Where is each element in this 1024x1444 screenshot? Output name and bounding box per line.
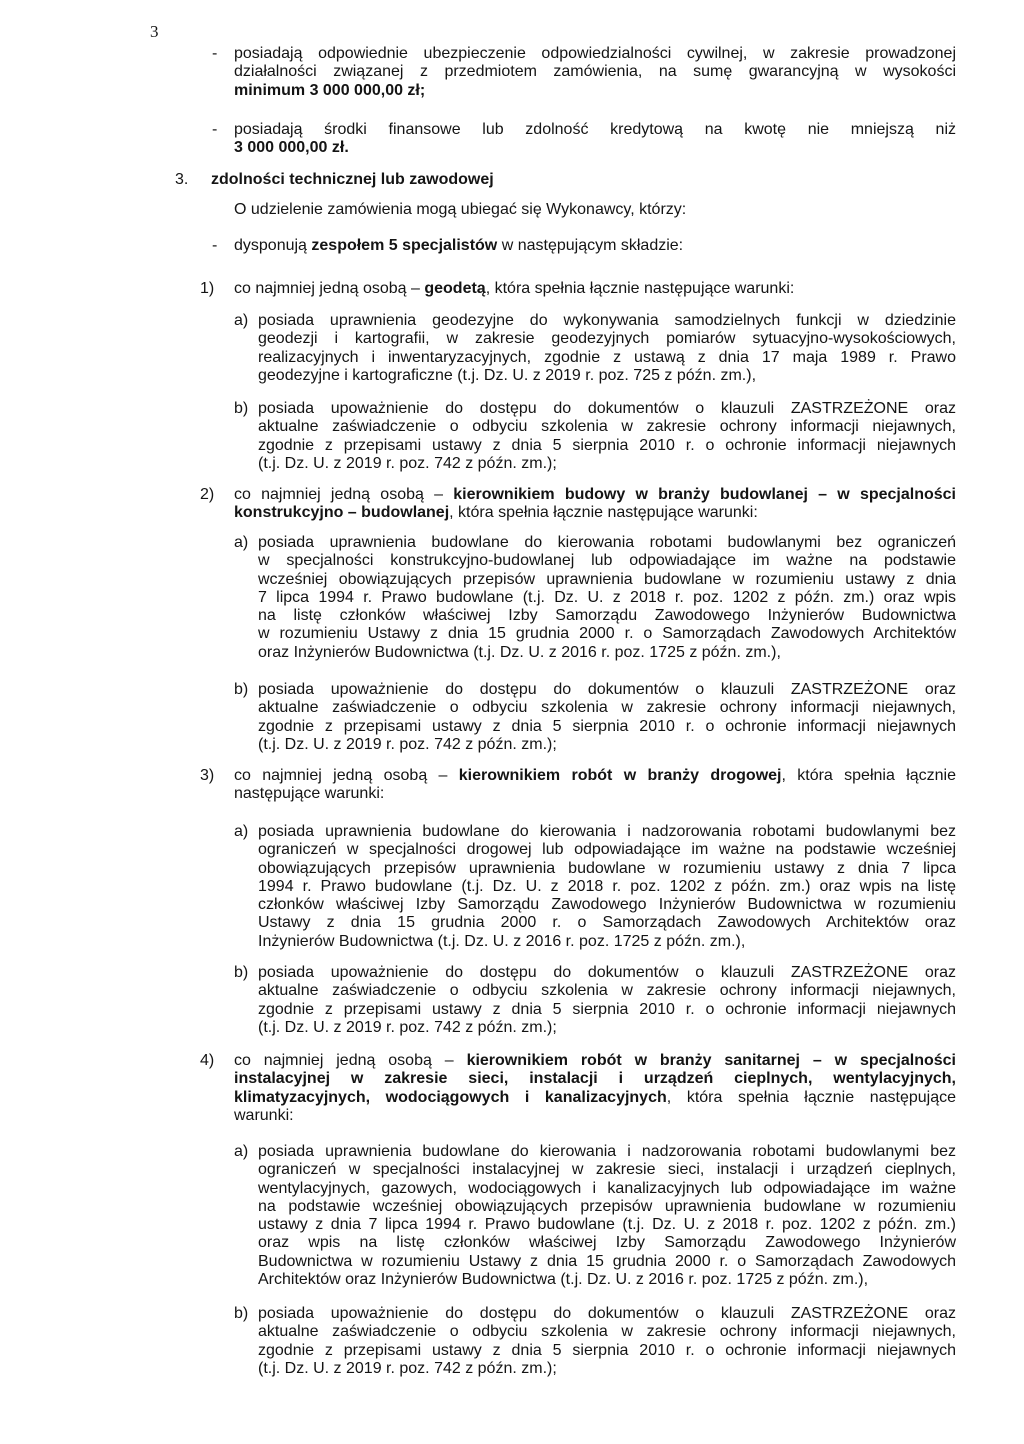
item-4-condition-a [258,1143,956,1289]
team-pre: dysponują [234,237,312,254]
item-1-bold: geodetą [424,280,486,297]
item-1-condition-b [258,400,956,473]
team-line [234,237,683,255]
item-4-bold: kierownikiem robót w branży sanitarnej – w specjalności [466,1052,957,1069]
text-line: geodezyjne i kartograficzne (t.j. Dz. U. z 2019 r. poz. 725 z późn. zm.), [258,366,757,384]
text-line: Ustawy z dnia 15 grudnia 2000 r. o Samorządach Zawodowych Architektów oraz [258,914,956,932]
item-4-condition-b [258,1305,956,1378]
text-line: następujące warunki: [234,785,385,803]
text-line: wentylacyjnych, gazowych, wodociągowych i kanalizacyjnych lub odpowiadające im ważne [258,1179,956,1197]
item-3-condition-a [258,823,956,951]
text-line: zgodnie z przepisami ustawy z dnia 5 sierpnia 2010 r. o ochronie informacji niejawnych [258,1341,956,1359]
text-line [234,486,956,504]
item-4-post: , która spełnia łącznie następujące [666,1088,957,1106]
text-line: ustawy z dnia 7 lipca 1994 r. Prawo budowlane (t.j. Dz. U. z 2018 r. poz. 1202 z późn. zm.) [258,1216,956,1234]
text-line: minimum 3 000 000,00 zł; [234,81,426,99]
sub-marker-b: b) [234,964,249,981]
text-line: aktualne zaświadczenie o odbyciu szkolenia w zakresie ochrony informacji niejawnych, [258,1323,956,1341]
team-post: w następującym składzie: [497,237,684,254]
page-number: 3 [150,22,159,41]
item-marker: 2) [200,486,215,503]
text-line: posiada uprawnienia budowlane do kierowania i nadzorowania robotami budowlanymi bez [258,823,956,840]
item-2-condition-a [258,534,956,662]
item-2-condition-b [258,681,956,754]
text-line [234,1052,956,1070]
text-line: (t.j. Dz. U. z 2019 r. poz. 742 z późn. zm.); [258,454,557,472]
text-line: posiada uprawnienia budowlane do kierowania i nadzorowania robotami budowlanymi bez [258,1143,956,1160]
text-line: posiada upoważnienie do dostępu do dokumentów o klauzuli ZASTRZEŻONE oraz [258,964,956,981]
text-line: (t.j. Dz. U. z 2019 r. poz. 742 z późn. zm.); [258,1018,557,1036]
item-2-bold-2: konstrukcyjno – budowlanej [234,504,450,522]
text-line [234,1089,956,1107]
item-2-heading [234,486,956,523]
item-1-pre: co najmniej jedną osobą – [234,280,425,297]
text-line: w rozumieniu Ustawy z dnia 15 grudnia 2000 r. o Samorządach Zawodowych Architektów [258,625,956,643]
insurance-requirement [234,45,956,100]
text-line: posiadają odpowiednie ubezpieczenie odpowiedzialności cywilnej, w zakresie prowadzonej [234,45,956,62]
text-line [234,504,956,522]
text-line: 3 000 000,00 zł. [234,139,349,157]
text-line: posiada upoważnienie do dostępu do dokumentów o klauzuli ZASTRZEŻONE oraz [258,681,956,698]
dash-marker: - [212,121,218,138]
text-line: aktualne zaświadczenie o odbyciu szkolenia w zakresie ochrony informacji niejawnych, [258,982,956,1000]
item-3-condition-b [258,964,956,1037]
team-bold: zespołem 5 specjalistów [311,237,498,254]
sub-marker-b: b) [234,1305,249,1322]
text-line: obowiązujących przepisów uprawnienia budowlane w rozumieniu ustawy z dnia 7 lipca [258,859,956,877]
item-4-bold-3: klimatyzacyjnych, wodociągowych i kanalizacyjnych [234,1088,667,1106]
item-1-heading [234,280,794,298]
text-line [234,767,956,785]
item-3-pre: co najmniej jedną osobą – [234,767,459,784]
item-3-post: , która spełnia łącznie [781,767,957,784]
text-line: 1994 r. Prawo budowlane (t.j. Dz. U. z 2018 r. poz. 1202 z późn. zm.) oraz wpis na listę [258,877,956,895]
sub-marker-a: a) [234,823,249,840]
item-4-heading [234,1052,956,1125]
text-line: warunki: [234,1106,294,1124]
text-line: aktualne zaświadczenie o odbyciu szkolenia w zakresie ochrony informacji niejawnych, [258,699,956,717]
item-4-pre: co najmniej jedną osobą – [234,1052,467,1069]
text-line: posiadają środki finansowe lub zdolność kredytową na kwotę nie mniejszą niż [234,121,956,138]
text-line: oraz Inżynierów Budownictwa (t.j. Dz. U. z 2016 r. poz. 1725 z późn. zm.), [258,643,781,661]
text-line: członków właściwej Izby Samorządu Zawodowego Inżynierów Budownictwa w rozumieniu [258,896,956,914]
financial-requirement [234,121,956,158]
section-number: 3. [175,171,189,188]
text-line: działalności związanej z przedmiotem zamówienia, na sumę gwarancyjną w wysokości [234,63,956,81]
text-line: geodezji i kartografii, w zakresie geodezyjnych pomiarów sytuacyjno-wysokościowych, [258,330,956,348]
text-line: Inżynierów Budownictwa (t.j. Dz. U. z 2016 r. poz. 1725 z późn. zm.), [258,932,746,950]
text-line: ograniczeń w specjalności drogowej lub odpowiadające im ważne na podstawie wcześniej [258,841,956,859]
text-line [234,1070,956,1088]
section-heading: zdolności technicznej lub zawodowej [211,171,494,188]
text-line: zgodnie z przepisami ustawy z dnia 5 sierpnia 2010 r. o ochronie informacji niejawnych [258,1000,956,1018]
text-line: posiada uprawnienia budowlane do kierowania robotami budowlanymi bez ograniczeń [258,534,956,551]
item-3-bold: kierownikiem robót w branży drogowej [458,767,782,784]
sub-marker-a: a) [234,1143,249,1160]
item-3-heading [234,767,956,804]
text-line: ograniczeń w specjalności instalacyjnej w zakresie sieci, instalacji i urządzeń cieplnych, [258,1161,956,1179]
sub-marker-b: b) [234,681,249,698]
text-line: posiada uprawnienia geodezyjne do wykonywania samodzielnych funkcji w dziedzinie [258,312,956,329]
sub-marker-a: a) [234,312,249,329]
text-line: Budownictwa w rozumieniu Ustawy z dnia 15 grudnia 2000 r. o Samorządach Zawodowych [258,1252,956,1270]
text-line: zgodnie z przepisami ustawy z dnia 5 sierpnia 2010 r. o ochronie informacji niejawnych [258,436,956,454]
text-line: oraz wpis na listę członków właściwej Izby Samorządu Zawodowego Inżynierów [258,1234,956,1252]
text-line: 7 lipca 1994 r. Prawo budowlane (t.j. Dz. U. z 2018 r. poz. 1202 z późn. zm.) oraz wpis [258,588,956,606]
text-line: zgodnie z przepisami ustawy z dnia 5 sierpnia 2010 r. o ochronie informacji niejawnych [258,717,956,735]
item-marker: 4) [200,1052,215,1069]
dash-marker: - [212,237,218,254]
text-line: na listę członków właściwej Izby Samorządu Zawodowego Inżynierów Budownictwa [258,607,956,625]
item-1-post: , która spełnia łącznie następujące warunki: [485,280,795,297]
dash-marker: - [212,45,218,62]
text-line: (t.j. Dz. U. z 2019 r. poz. 742 z późn. zm.); [258,1359,557,1377]
sub-marker-b: b) [234,400,249,417]
text-line: wcześniej obowiązujących przepisów uprawnienia budowlane w rozumieniu ustawy z dnia [258,570,956,588]
item-2-post: , która spełnia łącznie następujące warunki: [449,504,758,522]
text-line: aktualne zaświadczenie o odbyciu szkolenia w zakresie ochrony informacji niejawnych, [258,418,956,436]
text-line: w specjalności konstrukcyjno-budowlanej lub odpowiadające im ważne na podstawie [258,552,956,570]
item-2-bold: kierownikiem budowy w branży budowlanej – w specjalności [453,486,956,503]
item-1-condition-a [258,312,956,385]
section-intro: O udzielenie zamówienia mogą ubiegać się Wykonawcy, którzy: [234,201,687,218]
text-line: posiada upoważnienie do dostępu do dokumentów o klauzuli ZASTRZEŻONE oraz [258,1305,956,1322]
text-line: (t.j. Dz. U. z 2019 r. poz. 742 z późn. zm.); [258,735,557,753]
item-marker: 3) [200,767,215,784]
item-4-bold-2: instalacyjnej w zakresie sieci, instalacji i urządzeń cieplnych, wentylacyjnych, [234,1070,956,1088]
text-line: posiada upoważnienie do dostępu do dokumentów o klauzuli ZASTRZEŻONE oraz [258,400,956,417]
text-line: Architektów oraz Inżynierów Budownictwa (t.j. Dz. U. z 2016 r. poz. 1725 z późn. zm.), [258,1271,869,1289]
sub-marker-a: a) [234,534,249,551]
text-line: realizacyjnych i inwentaryzacyjnych, zgodnie z ustawą z dnia 17 maja 1989 r. Prawo [258,348,956,366]
item-marker: 1) [200,280,215,297]
text-line: na podstawie wcześniej obowiązujących przepisów uprawnienia budowlane w rozumieniu [258,1197,956,1215]
item-2-pre: co najmniej jedną osobą – [234,486,454,503]
